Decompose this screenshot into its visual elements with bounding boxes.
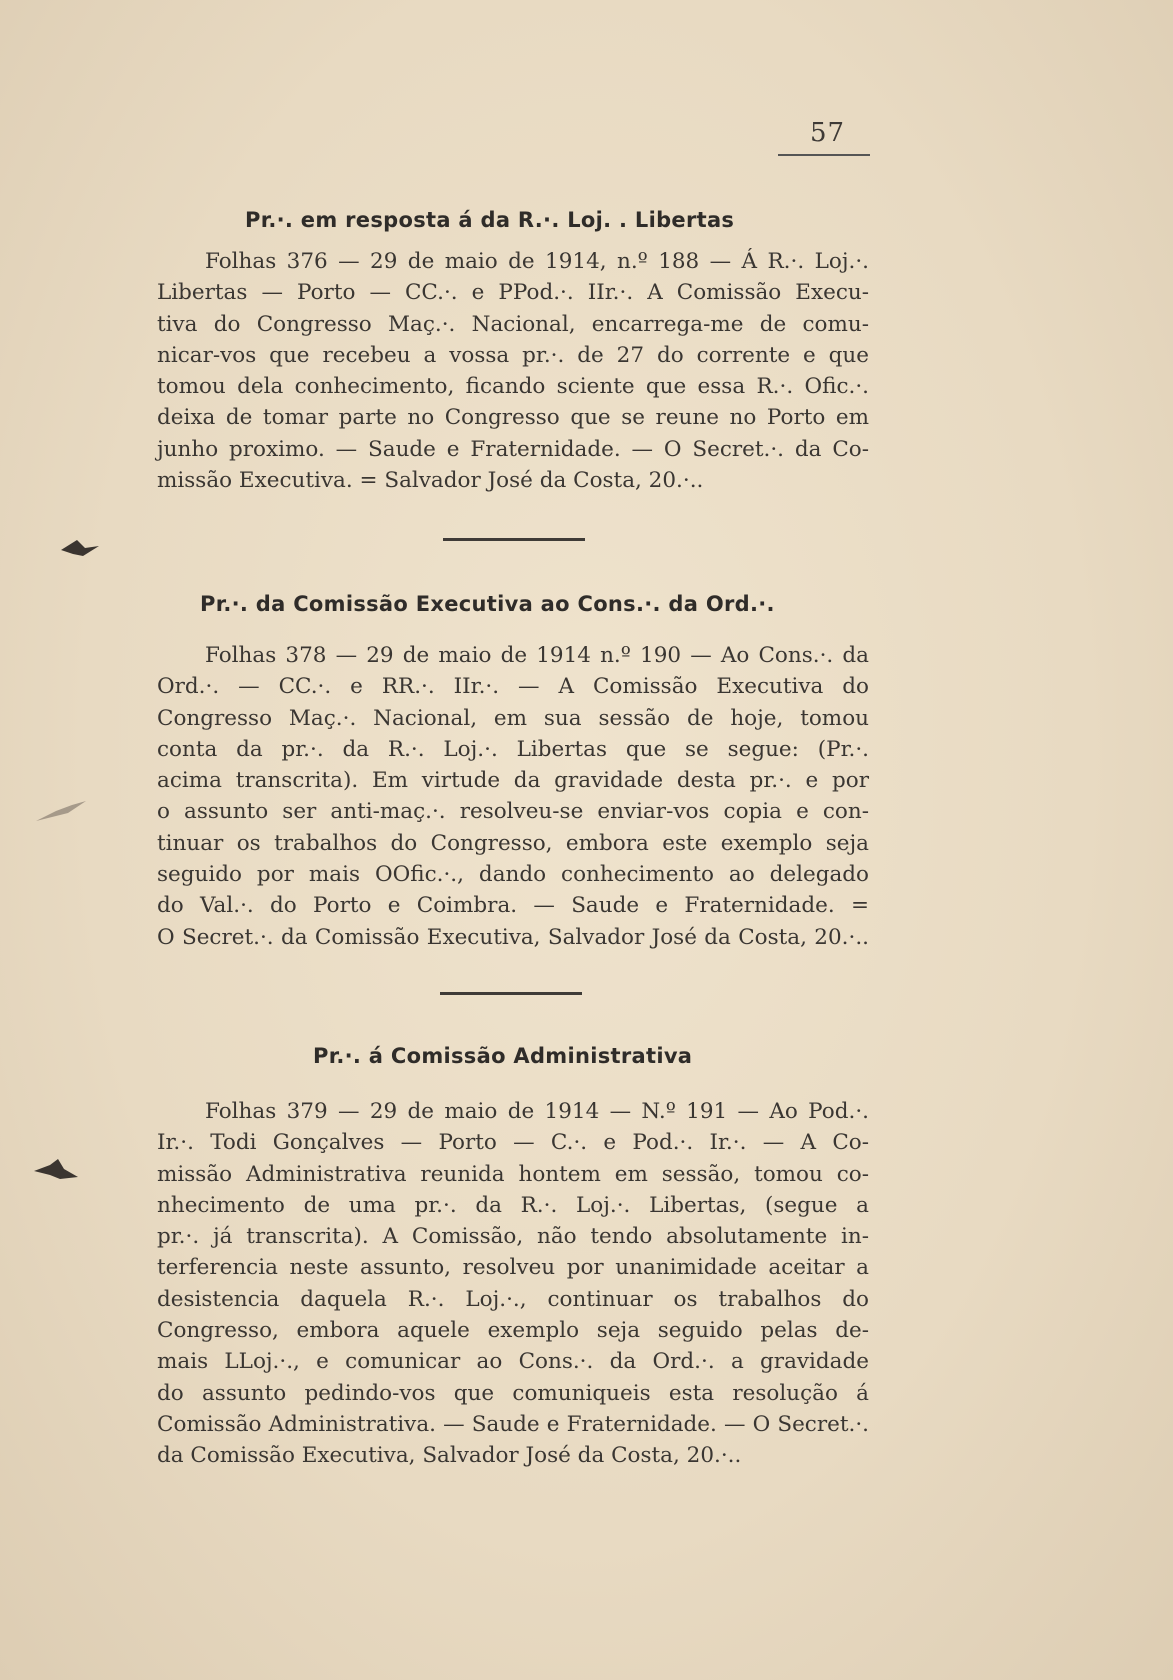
text-line: pr.·. já transcrita). A Comissão, não tendo absolutamente in- <box>157 1224 869 1250</box>
text-line: Ord.·. — CC.·. e RR.·. IIr.·. — A Comissão Executiva do <box>157 674 869 700</box>
text-line: da Comissão Executiva, Salvador José da Costa, 20.·.. <box>157 1443 742 1469</box>
text-line: Comissão Administrativa. — Saude e Fraternidade. — O Secret.·. <box>157 1411 869 1437</box>
text-line: tinuar os trabalhos do Congresso, embora este exemplo seja <box>157 830 869 856</box>
page-number-underline <box>778 154 870 156</box>
text-line: Folhas 378 — 29 de maio de 1914 n.º 190 — Ao Cons.·. da <box>205 643 869 668</box>
text-line: conta da pr.·. da R.·. Loj.·. Libertas que se segue: (Pr.·. <box>157 736 869 762</box>
text-line: acima transcrita). Em virtude da gravidade desta pr.·. e por <box>157 768 869 794</box>
page-number: 57 <box>810 118 846 148</box>
section-heading-1: Pr.·. em resposta á da R.·. Loj. . Libertas <box>245 208 735 232</box>
text-line: Folhas 376 — 29 de maio de 1914, n.º 188 — Á R.·. Loj.·. <box>205 249 869 274</box>
section-heading-2: Pr.·. da Comissão Executiva ao Cons.·. da Ord.·. <box>200 592 775 616</box>
text-line: deixa de tomar parte no Congresso que se reune no Porto em <box>157 405 869 431</box>
binding-hole-mark-icon <box>55 530 105 566</box>
text-line: Folhas 379 — 29 de maio de 1914 — N.º 191 — Ao Pod.·. <box>205 1099 869 1124</box>
text-line: mais LLoj.·., e comunicar ao Cons.·. da Ord.·. a gravidade <box>157 1349 869 1375</box>
text-line: junho proximo. — Saude e Fraternidade. — O Secret.·. da Co- <box>157 436 869 462</box>
text-line: missão Executiva. = Salvador José da Costa, 20.·.. <box>157 468 704 494</box>
text-line: missão Administrativa reunida hontem em sessão, tomou co- <box>157 1161 869 1187</box>
section-body-3 <box>157 1096 869 1472</box>
text-line: do assunto pedindo-vos que comuniqueis esta resolução á <box>157 1380 869 1406</box>
section-heading-3: Pr.·. á Comissão Administrativa <box>313 1044 693 1068</box>
text-line: Congresso Maç.·. Nacional, em sua sessão de hoje, tomou <box>157 705 869 731</box>
text-line: o assunto ser anti-maç.·. resolveu-se enviar-vos copia e con- <box>157 799 869 825</box>
binding-hole-mark-icon <box>30 1155 84 1191</box>
text-line: nhecimento de uma pr.·. da R.·. Loj.·. Libertas, (segue a <box>157 1192 869 1218</box>
section-divider <box>440 992 582 995</box>
text-line: Ir.·. Todi Gonçalves — Porto — C.·. e Pod.·. Ir.·. — A Co- <box>157 1130 869 1156</box>
section-body-1 <box>157 246 869 496</box>
text-line: terferencia neste assunto, resolveu por unanimidade aceitar a <box>157 1255 869 1281</box>
section-divider <box>443 538 585 541</box>
text-line: O Secret.·. da Comissão Executiva, Salvador José da Costa, 20.·.. <box>157 924 869 950</box>
binding-hole-mark-icon <box>32 795 92 831</box>
text-line: Congresso, embora aquele exemplo seja seguido pelas de- <box>157 1318 869 1344</box>
text-line: nicar-vos que recebeu a vossa pr.·. de 27 do corrente e que <box>157 342 869 368</box>
text-line: do Val.·. do Porto e Coimbra. — Saude e Fraternidade. = <box>157 893 869 919</box>
section-body-2 <box>157 640 869 953</box>
text-line: tomou dela conhecimento, ficando sciente que essa R.·. Ofic.·. <box>157 374 869 400</box>
text-line: tiva do Congresso Maç.·. Nacional, encarrega-me de comu- <box>157 311 869 337</box>
text-line: seguido por mais OOfic.·., dando conhecimento ao delegado <box>157 862 869 888</box>
text-line: Libertas — Porto — CC.·. e PPod.·. IIr.·. A Comissão Execu- <box>157 280 869 306</box>
text-line: desistencia daquela R.·. Loj.·., continuar os trabalhos do <box>157 1286 869 1312</box>
